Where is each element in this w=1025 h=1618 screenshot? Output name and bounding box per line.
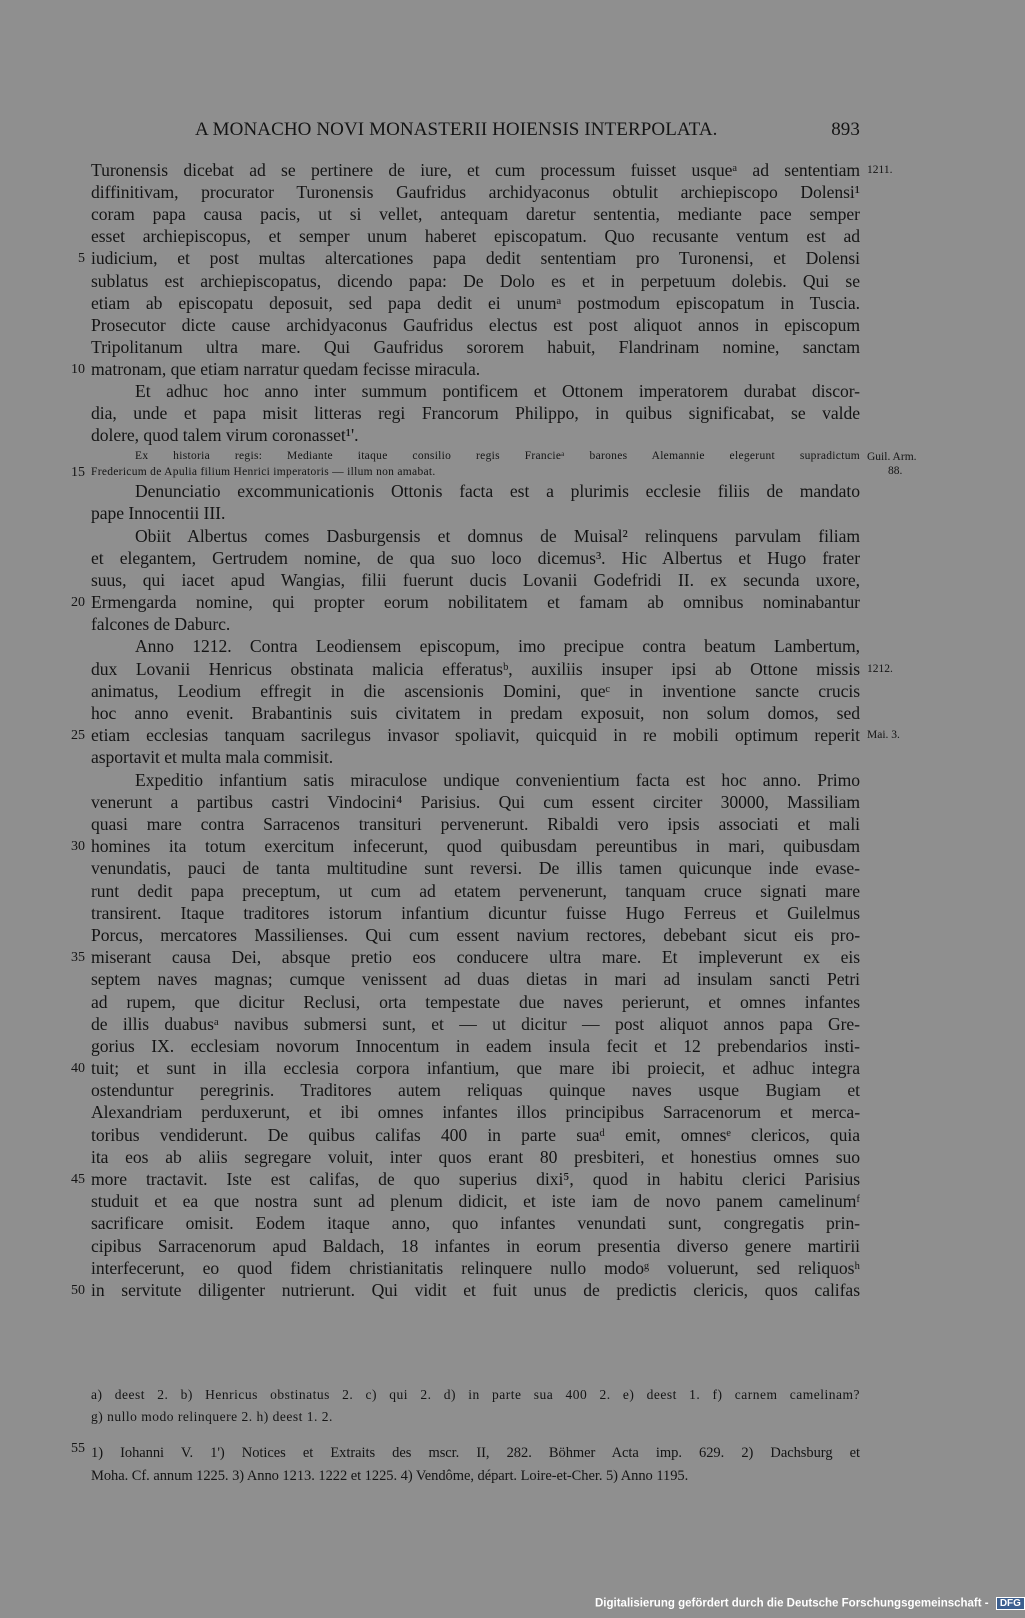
line-number: 55 <box>71 1441 85 1456</box>
text-line: diffinitivam, procurator Turonensis Gaufridus archidyaconus obtulit archiepiscopo Dolensi¹ <box>91 182 860 202</box>
line-number: 15 <box>71 465 85 480</box>
text-line: dia, unde et papa misit litteras regi Francorum Philippo, in quibus significabat, se valde <box>91 403 860 423</box>
text-line: pape Innocentii III. <box>91 503 226 523</box>
text-line: ita eos ab aliis segregare voluit, inter quos erant 80 presbiteri, et honestius omnes suo <box>91 1147 860 1167</box>
text-line: esset archiepiscopus, et semper unum haberet episcopatum. Quo recusante ventum est ad <box>91 226 860 246</box>
text-line: asportavit et multa mala commisit. <box>91 747 334 767</box>
text-line: miserant causa Dei, absque pretio eos conducere ultra mare. Et impleverunt ex eis <box>91 947 860 967</box>
text-line: hoc anno evenit. Brabantinis suis civitatem in predam exposuit, non solum domos, sed <box>91 703 860 723</box>
text-line: venundatis, pauci de tanta multitudine sunt reversi. De illis tamen quicunque inde evase- <box>91 858 860 878</box>
line-number: 5 <box>78 251 85 266</box>
text-line: Expeditio infantium satis miraculose undique convenientium facta est hoc anno. Primo <box>135 770 860 790</box>
running-title: A MONACHO NOVI MONASTERII HOIENSIS INTERPOLATA. <box>195 119 718 140</box>
margin-date: 1212. <box>867 663 893 675</box>
dfg-logo: DFG <box>996 1597 1025 1610</box>
text-line: et elegantem, Gertrudem nomine, de qua suo loco dicemus³. Hic Albertus et Hugo frater <box>91 548 860 568</box>
text-line: etiam ecclesias tanquam sacrilegus invasor spoliavit, quicquid in re mobili optimum reperit <box>91 725 860 745</box>
page-header <box>195 119 860 141</box>
text-line: tuit; et sunt in illa ecclesia corpora infantium, que mare ibi proiecit, et adhuc integra <box>91 1058 860 1078</box>
line-number: 25 <box>71 728 85 743</box>
margin-date: 1211. <box>867 164 893 176</box>
text-line: gorius IX. ecclesiam novorum Innocentum in eadem insula fecit et 12 prebendarios insti- <box>91 1036 860 1056</box>
variant-note-line: a) deest 2. b) Henricus obstinatus 2. c) qui 2. d) in parte sua 400 2. e) deest 1. f) carnem camelinam? <box>91 1387 860 1402</box>
text-line: sacrificare omisit. Eodem itaque anno, quo infantes venundati sunt, congregatis prin- <box>91 1213 860 1233</box>
text-line: runt dedit papa preceptum, ut cum ad etatem pervenerunt, tanquam cruce signati mare <box>91 881 860 901</box>
text-line: de illis duabusᵃ navibus submersi sunt, et — ut dicitur — post aliquot annos papa Gre- <box>91 1014 860 1034</box>
margin-source-page: 88. <box>888 465 903 477</box>
text-line: iudicium, et post multas altercationes papa dedit sententiam pro Turonensi, et Dolensi <box>91 248 860 268</box>
text-line: studuit et ea que nostra sunt ad plenum didicit, et iste iam de novo panem camelinumᶠ <box>91 1191 860 1211</box>
text-line: ostenduntur peregrinis. Traditores autem reliquas quinque naves usque Bugiam et <box>91 1080 860 1100</box>
text-line: Prosecutor dicte cause archidyaconus Gaufridus electus est post aliquot annos in episcopum <box>91 315 860 335</box>
footnote-line: 1) Iohanni V. 1') Notices et Extraits des mscr. II, 282. Böhmer Acta imp. 629. 2) Dachsburg et <box>91 1445 860 1461</box>
text-line: quasi mare contra Sarracenos transituri pervenerunt. Ribaldi vero ipsis associati et mali <box>91 814 860 834</box>
text-line: more tractavit. Iste est califas, de quo superius dixi⁵, quod in habitu clerici Parisius <box>91 1169 860 1189</box>
text-line: transirent. Itaque traditores istorum infantium dicuntur fuisse Hugo Ferreus et Guilelmus <box>91 903 860 923</box>
text-line: Denunciatio excommunicationis Ottonis facta est a plurimis ecclesie filiis de mandato <box>135 481 860 501</box>
text-line: coram papa causa pacis, ut si vellet, antequam daretur sententia, mediante pace semper <box>91 204 860 224</box>
text-line: dolere, quod talem virum coronasset¹'. <box>91 425 359 445</box>
text-line: falcones de Daburc. <box>91 614 231 634</box>
line-number: 45 <box>71 1172 85 1187</box>
line-number: 50 <box>71 1283 85 1298</box>
line-number: 20 <box>71 595 85 610</box>
credit-text: Digitalisierung gefördert durch die Deutsche Forschungsgemeinschaft - <box>595 1597 989 1610</box>
footnote-line: Moha. Cf. annum 1225. 3) Anno 1213. 1222 et 1225. 4) Vendôme, départ. Loire-et-Cher. 5) Anno 1195. <box>91 1468 689 1484</box>
text-line: venerunt a partibus castri Vindocini⁴ Parisius. Qui cum essent circiter 30000, Massiliam <box>91 792 860 812</box>
line-number: 10 <box>71 362 85 377</box>
text-line: Ermengarda nomine, qui propter eorum nobilitatem et famam ab omnibus nominabantur <box>91 592 860 612</box>
line-number: 40 <box>71 1061 85 1076</box>
text-line: Et adhuc hoc anno inter summum pontificem et Ottonem imperatorem durabat discor- <box>135 381 860 401</box>
text-line: Obiit Albertus comes Dasburgensis et domnus de Muisal² relinquens parvulam filiam <box>135 526 860 546</box>
text-line: Turonensis dicebat ad se pertinere de iure, et cum processum fuisset usqueᵃ ad sententiam <box>91 160 860 180</box>
text-line: etiam ab episcopatu deposuit, sed papa dedit ei unumᵃ postmodum episcopatum in Tuscia. <box>91 293 860 313</box>
text-line: Anno 1212. Contra Leodiensem episcopum, imo precipue contra beatum Lambertum, <box>135 636 860 656</box>
variant-note-line: g) nullo modo relinquere 2. h) deest 1. 2. <box>91 1409 333 1424</box>
text-line: matronam, que etiam narratur quedam fecisse miracula. <box>91 359 481 379</box>
text-line: sublatus est archiepiscopatus, dicendo papa: De Dolo es et in perpetuum dolebis. Qui se <box>91 271 860 291</box>
text-line: ad rupem, que dicitur Reclusi, orta tempestate due naves perierunt, et omnes infantes <box>91 992 860 1012</box>
text-line: toribus vendiderunt. De quibus califas 400 in parte suaᵈ emit, omnesᵉ clericos, quia <box>91 1125 860 1145</box>
text-line: Porcus, mercatores Massilienses. Qui cum essent navium rectores, debebant sicut eis pro- <box>91 925 860 945</box>
text-line: Ex historia regis: Mediante itaque consilio regis Francieᵃ barones Alemannie elegerunt supradictum <box>135 450 860 462</box>
text-line: Alexandriam perduxerunt, et ibi omnes infantes illos principibus Sarracenorum et merca- <box>91 1102 860 1122</box>
line-number: 30 <box>71 839 85 854</box>
text-line: Fredericum de Apulia filium Henrici imperatoris — illum non amabat. <box>91 466 436 478</box>
text-line: cipibus Sarracenorum apud Baldach, 18 infantes in eorum presentia diverso genere martirii <box>91 1236 860 1256</box>
text-line: in servitute diligenter nutrierunt. Qui vidit et fuit unus de predictis clericis, quos califas <box>91 1280 860 1300</box>
page-number: 893 <box>831 119 860 140</box>
text-line: Tripolitanum ultra mare. Qui Gaufridus sororem habuit, Flandrinam nomine, sanctam <box>91 337 860 357</box>
text-line: homines ita totum exercitum infecerunt, quod quibusdam pereuntibus in mari, quibusdam <box>91 836 860 856</box>
text-line: interfecerunt, eo quod fidem christianitatis relinquere nullo modoᵍ voluerunt, sed reliquosʰ <box>91 1258 860 1278</box>
text-line: dux Lovanii Henricus obstinata malicia efferatusᵇ, auxiliis insuper ipsi ab Ottone missis <box>91 659 860 679</box>
text-line: suus, qui iacet apud Wangias, filii fuerunt ducis Lovanii Godefridi II. ex secunda uxore, <box>91 570 860 590</box>
text-line: septem naves magnas; cumque venissent ad duas dietas in mari ad insulam sancti Petri <box>91 969 860 989</box>
digitization-credit <box>595 1597 1025 1610</box>
line-number: 35 <box>71 950 85 965</box>
margin-date: Mai. 3. <box>867 729 900 741</box>
text-line: animatus, Leodium effregit in die ascensionis Domini, queᶜ in inventione sancte crucis <box>91 681 860 701</box>
margin-source: Guil. Arm. <box>867 451 917 463</box>
